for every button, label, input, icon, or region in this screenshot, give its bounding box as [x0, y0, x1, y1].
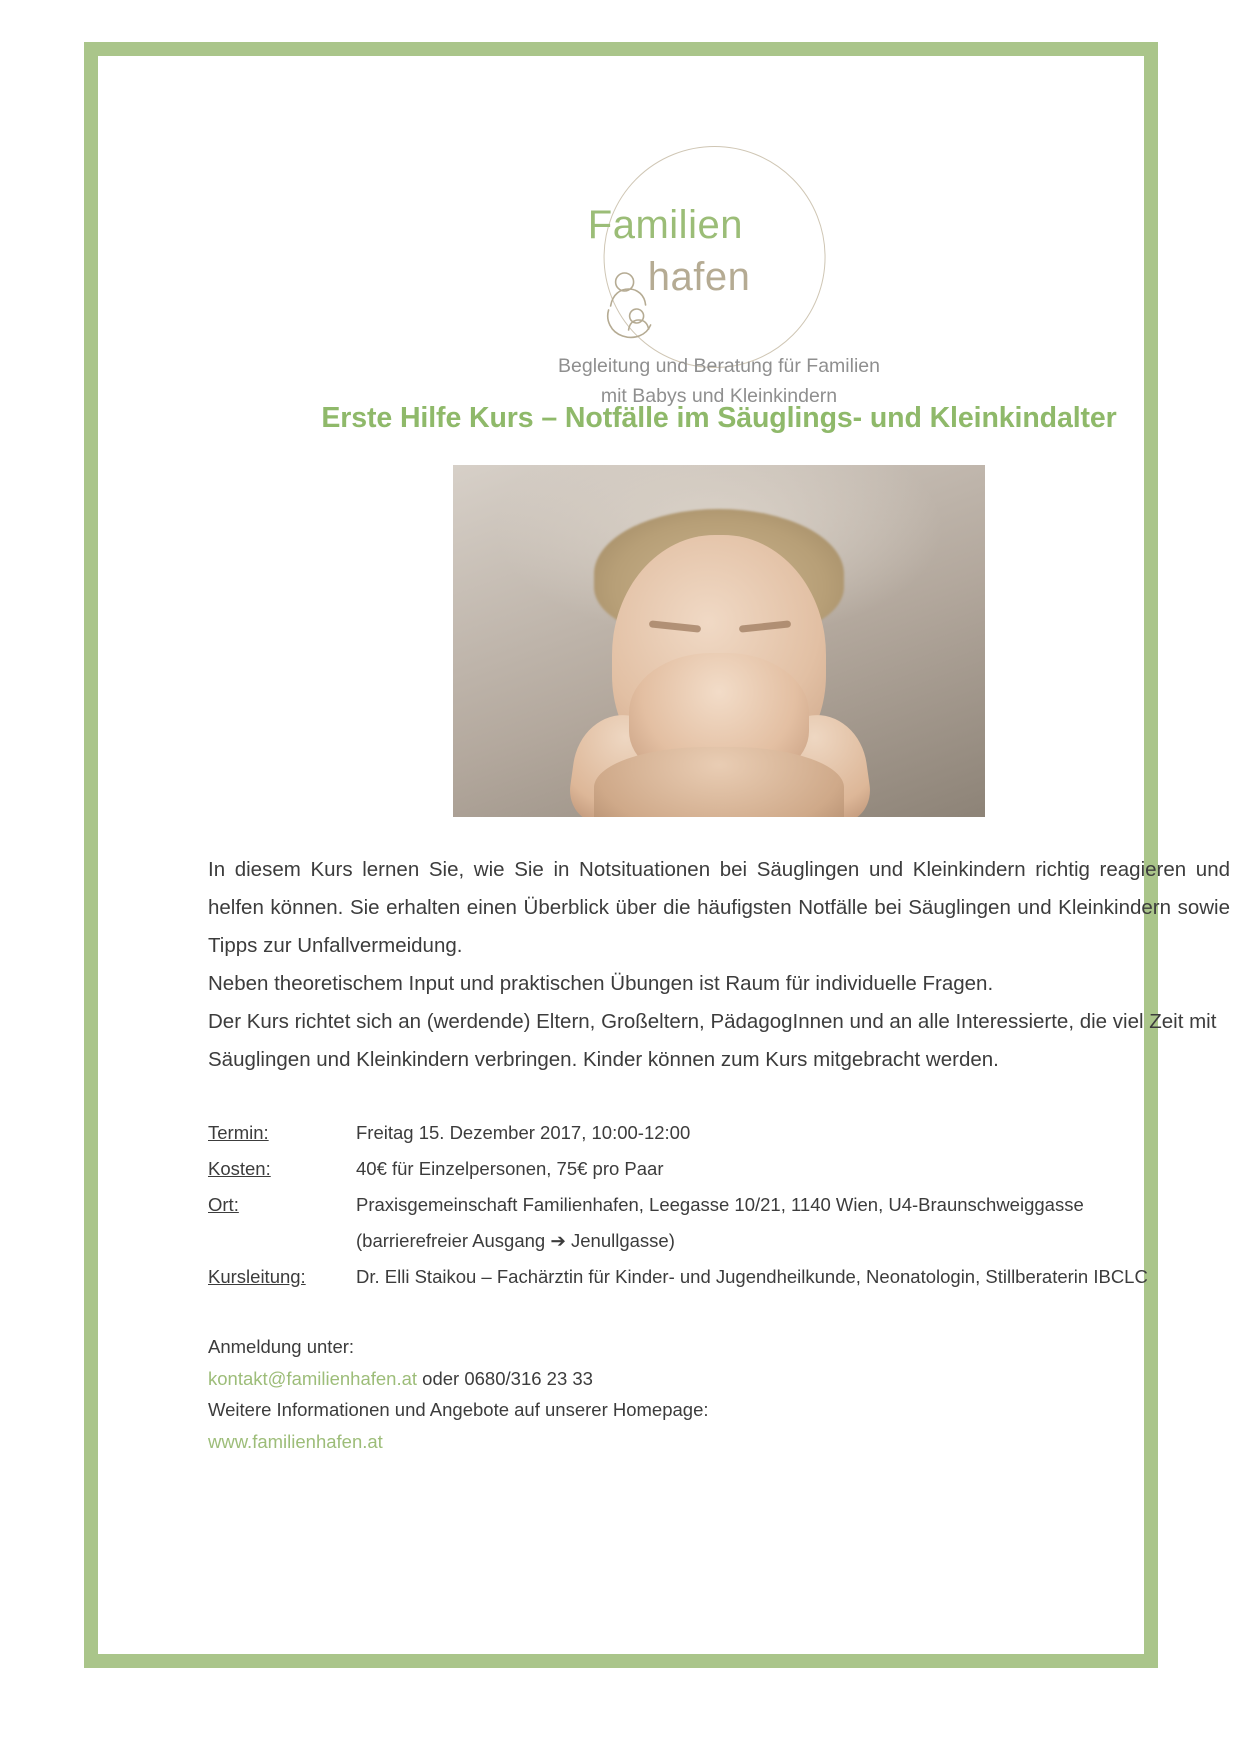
phone-text: oder 0680/316 23 33	[417, 1367, 593, 1389]
detail-row-ort	[208, 1187, 1230, 1223]
green-border-frame	[84, 42, 1230, 1668]
tagline-line-1: Begleitung und Beratung für Familien	[558, 355, 880, 377]
website-link[interactable]: www.familienhafen.at	[208, 1431, 383, 1453]
detail-value: 40€ für Einzelpersonen, 75€ pro Paar	[356, 1157, 664, 1179]
logo-tagline	[208, 351, 1230, 411]
logo-word-hafen: hafen	[647, 255, 751, 299]
detail-label: Kosten:	[208, 1157, 271, 1179]
course-details	[208, 1115, 1230, 1295]
detail-value-secondary: (barrierefreier Ausgang ➔ Jenullgasse)	[356, 1229, 675, 1251]
more-info-label: Weitere Informationen und Angebote auf unserer Homepage:	[208, 1399, 709, 1421]
description-text	[208, 851, 1230, 1079]
detail-row-ort-note	[208, 1223, 1230, 1259]
contact-footer	[208, 1331, 1230, 1458]
contact-line	[208, 1363, 1230, 1395]
registration-label: Anmeldung unter:	[208, 1335, 355, 1357]
tagline-line-2: mit Babys und Kleinkindern	[600, 385, 838, 408]
detail-row-kursleitung	[208, 1259, 1230, 1295]
detail-value: Dr. Elli Staikou – Fachärztin für Kinder- und Jugendheilkunde, Neonatologin, Stillberaterin IBCLC	[356, 1265, 1148, 1287]
detail-value: Praxisgemeinschaft Familienhafen, Leegasse 10/21, 1140 Wien, U4-Braunschweiggasse	[356, 1193, 1084, 1215]
paragraph-3: Der Kurs richtet sich an (werdende) Eltern, Großeltern, PädagogInnen und an alle Interessierte, die viel Zeit mit Säuglingen und Kleinkindern verbringen. Kinder können zum Kurs mitgebracht werden.	[208, 1009, 1217, 1071]
logo-wordmark	[526, 204, 946, 298]
flyer-content	[208, 116, 1230, 1706]
logo-block	[208, 146, 1230, 408]
logo-word-familien: Familien	[587, 203, 743, 247]
detail-label: Kursleitung:	[208, 1265, 306, 1287]
detail-value: Freitag 15. Dezember 2017, 10:00-12:00	[356, 1121, 691, 1143]
detail-label: Termin:	[208, 1121, 269, 1143]
detail-row-termin	[208, 1115, 1230, 1151]
hero-image	[453, 465, 985, 817]
hero-image-container	[208, 465, 1230, 817]
detail-label-empty	[208, 1223, 356, 1259]
detail-label: Ort:	[208, 1193, 239, 1215]
detail-row-kosten	[208, 1151, 1230, 1187]
paragraph-1: In diesem Kurs lernen Sie, wie Sie in Notsituationen bei Säuglingen und Kleinkindern richtig reagieren und helfen können. Sie erhalten einen Überblick über die häufigsten Notfälle bei Säuglingen und Kleinkindern sowie Tipps zur Unfallvermeidung.	[208, 858, 1230, 957]
page-title: Erste Hilfe Kurs – Notfälle im Säuglings- und Kleinkindalter	[321, 402, 1117, 434]
email-link[interactable]: kontakt@familienhafen.at	[208, 1367, 418, 1389]
paragraph-2: Neben theoretischem Input und praktischen Übungen ist Raum für individuelle Fragen.	[208, 971, 994, 995]
